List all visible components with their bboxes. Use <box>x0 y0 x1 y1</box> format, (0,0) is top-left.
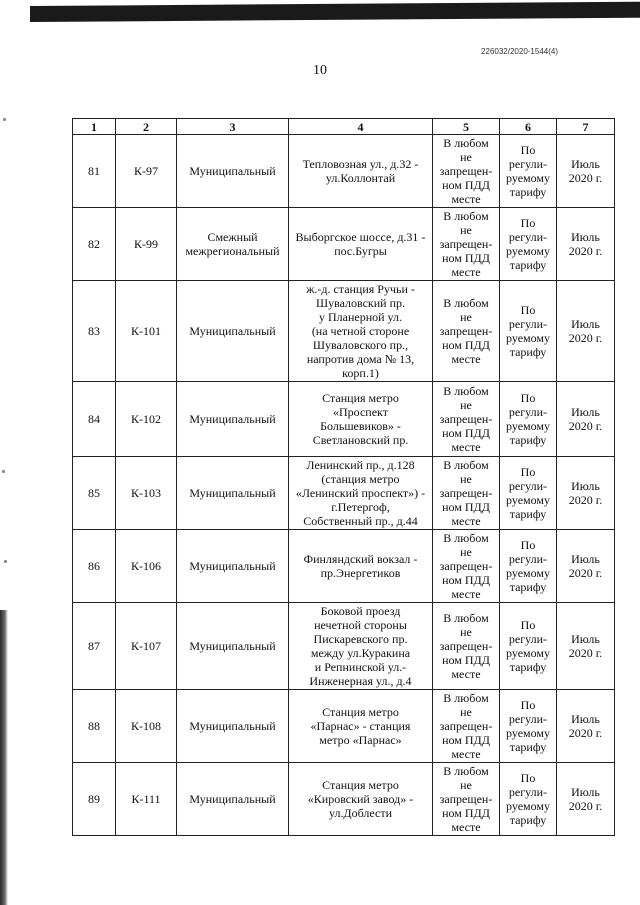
tariff-cell: По регули- руемому тарифу <box>500 603 557 690</box>
table-header-row <box>73 119 615 135</box>
tariff-cell: По регули- руемому тарифу <box>500 457 557 530</box>
stops-cell: В любом не запрещен- ном ПДД месте <box>433 603 500 690</box>
stops-cell: В любом не запрещен- ном ПДД месте <box>433 382 500 457</box>
route-code-cell: К-107 <box>116 603 177 690</box>
table-row <box>73 457 615 530</box>
route-type-cell: Муниципальный <box>177 135 289 208</box>
route-type-cell: Муниципальный <box>177 382 289 457</box>
table-row <box>73 382 615 457</box>
route-type-cell: Муниципальный <box>177 530 289 603</box>
route-type-cell: Муниципальный <box>177 603 289 690</box>
start-date-cell: Июль 2020 г. <box>557 457 615 530</box>
route-code-cell: К-101 <box>116 281 177 382</box>
stops-cell: В любом не запрещен- ном ПДД месте <box>433 530 500 603</box>
route-path-cell: ж.-д. станция Ручьи - Шуваловский пр. у Планерной ул. (на четной стороне Шуваловского пр., напротив дома № 13, корп.1) <box>289 281 433 382</box>
row-number-cell: 81 <box>73 135 116 208</box>
route-type-cell: Муниципальный <box>177 690 289 763</box>
route-path-cell: Станция метро «Проспект Большевиков» - Светлановский пр. <box>289 382 433 457</box>
start-date-cell: Июль 2020 г. <box>557 763 615 836</box>
route-type-cell: Муниципальный <box>177 457 289 530</box>
route-path-cell: Боковой проезд нечетной стороны Пискаревского пр. между ул.Куракина и Репнинской ул.- Инженерная ул., д.4 <box>289 603 433 690</box>
tariff-cell: По регули- руемому тарифу <box>500 281 557 382</box>
route-path-cell: Станция метро «Парнас» - станция метро «Парнас» <box>289 690 433 763</box>
route-path-cell: Ленинский пр., д.128 (станция метро «Ленинский проспект») - г.Петергоф, Собственный пр., д.44 <box>289 457 433 530</box>
scan-speck <box>4 560 7 563</box>
start-date-cell: Июль 2020 г. <box>557 382 615 457</box>
tariff-cell: По регули- руемому тарифу <box>500 382 557 457</box>
row-number-cell: 85 <box>73 457 116 530</box>
route-type-cell: Муниципальный <box>177 763 289 836</box>
route-code-cell: К-99 <box>116 208 177 281</box>
route-code-cell: К-97 <box>116 135 177 208</box>
route-type-cell: Муниципальный <box>177 281 289 382</box>
scan-left-edge <box>0 610 8 905</box>
route-code-cell: К-102 <box>116 382 177 457</box>
start-date-cell: Июль 2020 г. <box>557 530 615 603</box>
column-header: 5 <box>433 119 500 135</box>
scan-top-band <box>30 2 640 22</box>
row-number-cell: 84 <box>73 382 116 457</box>
column-header: 3 <box>177 119 289 135</box>
column-header: 4 <box>289 119 433 135</box>
start-date-cell: Июль 2020 г. <box>557 135 615 208</box>
route-path-cell: Выборгское шоссе, д.31 - пос.Бугры <box>289 208 433 281</box>
route-path-cell: Финляндский вокзал - пр.Энергетиков <box>289 530 433 603</box>
row-number-cell: 88 <box>73 690 116 763</box>
tariff-cell: По регули- руемому тарифу <box>500 208 557 281</box>
route-code-cell: К-106 <box>116 530 177 603</box>
table-row <box>73 530 615 603</box>
tariff-cell: По регули- руемому тарифу <box>500 763 557 836</box>
route-type-cell: Смежный межрегиональный <box>177 208 289 281</box>
start-date-cell: Июль 2020 г. <box>557 690 615 763</box>
table-body <box>73 135 615 836</box>
tariff-cell: По регули- руемому тарифу <box>500 690 557 763</box>
stops-cell: В любом не запрещен- ном ПДД месте <box>433 208 500 281</box>
page-number: 10 <box>313 63 327 78</box>
stops-cell: В любом не запрещен- ном ПДД месте <box>433 457 500 530</box>
row-number-cell: 83 <box>73 281 116 382</box>
scan-speck <box>2 470 5 473</box>
stops-cell: В любом не запрещен- ном ПДД месте <box>433 763 500 836</box>
row-number-cell: 87 <box>73 603 116 690</box>
tariff-cell: По регули- руемому тарифу <box>500 530 557 603</box>
scan-speck <box>3 118 6 121</box>
row-number-cell: 86 <box>73 530 116 603</box>
route-code-cell: К-108 <box>116 690 177 763</box>
column-header: 2 <box>116 119 177 135</box>
column-header: 7 <box>557 119 615 135</box>
routes-table <box>72 118 615 836</box>
table-row <box>73 690 615 763</box>
row-number-cell: 82 <box>73 208 116 281</box>
column-header: 1 <box>73 119 116 135</box>
start-date-cell: Июль 2020 г. <box>557 603 615 690</box>
table-row <box>73 135 615 208</box>
route-code-cell: К-103 <box>116 457 177 530</box>
stops-cell: В любом не запрещен- ном ПДД месте <box>433 135 500 208</box>
table-row <box>73 208 615 281</box>
table-row <box>73 603 615 690</box>
route-code-cell: К-111 <box>116 763 177 836</box>
start-date-cell: Июль 2020 г. <box>557 281 615 382</box>
route-path-cell: Станция метро «Кировский завод» - ул.Доблести <box>289 763 433 836</box>
document-code: 226032/2020-1544(4) <box>481 47 558 56</box>
row-number-cell: 89 <box>73 763 116 836</box>
route-path-cell: Тепловозная ул., д.32 - ул.Коллонтай <box>289 135 433 208</box>
column-header: 6 <box>500 119 557 135</box>
table-row <box>73 281 615 382</box>
stops-cell: В любом не запрещен- ном ПДД месте <box>433 281 500 382</box>
tariff-cell: По регули- руемому тарифу <box>500 135 557 208</box>
table-row <box>73 763 615 836</box>
stops-cell: В любом не запрещен- ном ПДД месте <box>433 690 500 763</box>
start-date-cell: Июль 2020 г. <box>557 208 615 281</box>
